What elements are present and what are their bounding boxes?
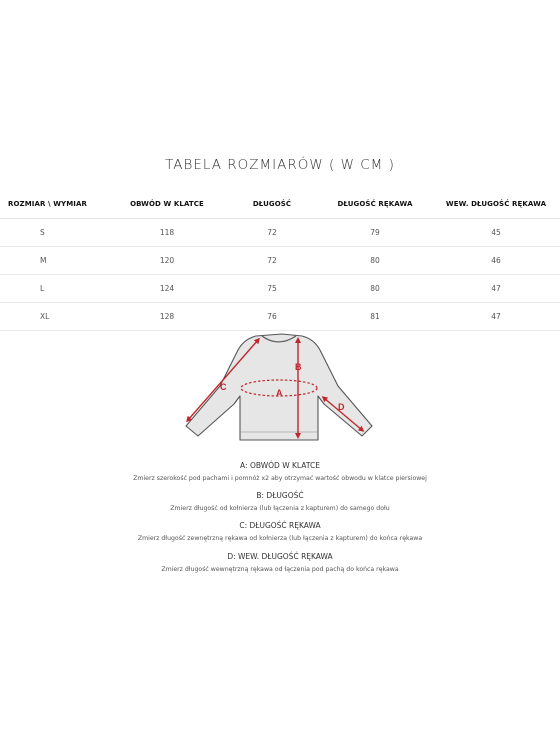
page-title: TABELA ROZMIARÓW ( W CM ) <box>165 157 395 173</box>
cell-sleeve: 79 <box>318 219 432 247</box>
cell-inner-sleeve: 47 <box>432 303 560 331</box>
table-row <box>0 247 560 275</box>
cell-chest: 124 <box>108 275 226 303</box>
measurement-b <box>0 491 560 512</box>
size-table <box>0 190 560 331</box>
header-size: ROZMIAR \ WYMIAR <box>0 190 108 219</box>
header-length: DŁUGOŚĆ <box>226 190 318 219</box>
cell-chest: 128 <box>108 303 226 331</box>
label-a: A <box>276 388 283 398</box>
cell-size: XL <box>0 303 108 331</box>
measurement-text: Zmierz długość od kołnierza (lub łączenia z kapturem) do samego dołu <box>170 505 390 512</box>
label-d: D <box>338 402 345 412</box>
label-c: C <box>220 382 227 392</box>
sweatshirt-outline <box>186 334 372 440</box>
measurement-a <box>0 461 560 482</box>
measurement-heading: C: DŁUGOŚĆ RĘKAWA <box>239 521 321 530</box>
cell-length: 72 <box>226 247 318 275</box>
header-sleeve: DŁUGOŚĆ RĘKAWA <box>318 190 432 219</box>
cell-length: 72 <box>226 219 318 247</box>
cell-inner-sleeve: 46 <box>432 247 560 275</box>
table-header-row <box>0 190 560 219</box>
cell-length: 76 <box>226 303 318 331</box>
cell-size: M <box>0 247 108 275</box>
label-b: B <box>295 362 302 372</box>
table-row <box>0 219 560 247</box>
measurement-text: Zmierz długość zewnętrzną rękawa od kołnierza (lub łączenia z kapturem) do końca rękawa <box>137 535 423 542</box>
measurement-text: Zmierz długość wewnętrzną rękawa od łączenia pod pachą do końca rękawa <box>161 566 399 573</box>
table-row <box>0 275 560 303</box>
measurement-d <box>0 552 560 573</box>
sweatshirt-diagram <box>178 326 378 442</box>
cell-size: L <box>0 275 108 303</box>
cell-length: 75 <box>226 275 318 303</box>
measurement-text: Zmierz szerokość pod pachami i pomnóż x2 aby otrzymać wartość obwodu w klatce piersiowej <box>133 475 427 482</box>
cell-chest: 120 <box>108 247 226 275</box>
cell-inner-sleeve: 45 <box>432 219 560 247</box>
cell-chest: 118 <box>108 219 226 247</box>
measurement-heading: D: WEW. DŁUGOŚĆ RĘKAWA <box>227 552 333 561</box>
header-chest: OBWÓD W KLATCE <box>108 190 226 219</box>
cell-inner-sleeve: 47 <box>432 275 560 303</box>
measurement-heading: A: OBWÓD W KLATCE <box>240 461 320 470</box>
cell-sleeve: 80 <box>318 247 432 275</box>
cell-sleeve: 80 <box>318 275 432 303</box>
cell-size: S <box>0 219 108 247</box>
header-inner-sleeve: WEW. DŁUGOŚĆ RĘKAWA <box>432 190 560 219</box>
measurement-c <box>0 521 560 542</box>
cell-sleeve: 81 <box>318 303 432 331</box>
measurement-heading: B: DŁUGOŚĆ <box>256 491 304 500</box>
